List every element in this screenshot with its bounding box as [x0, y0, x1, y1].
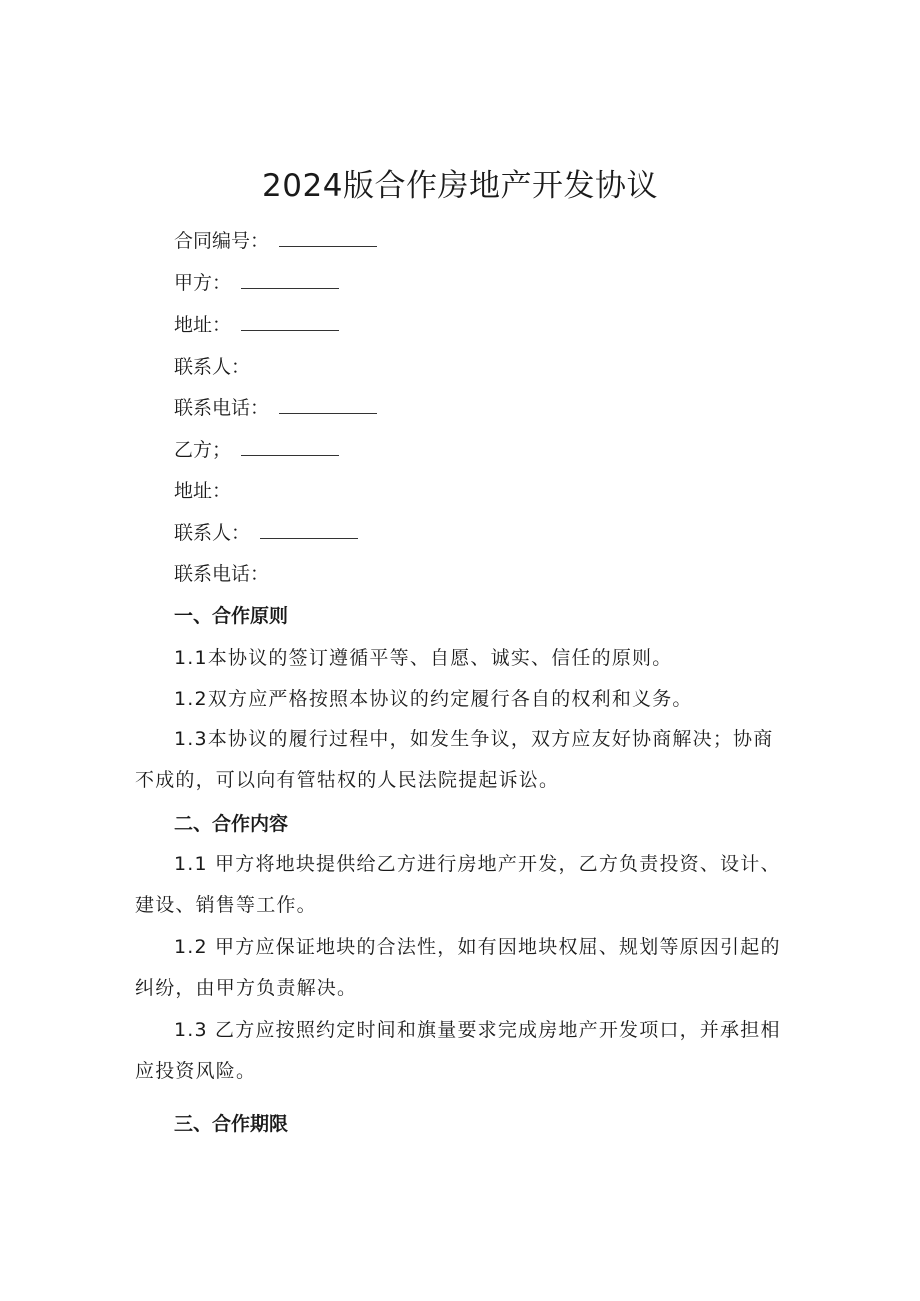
field-party-b-address: [174, 477, 231, 505]
clause-paragraph: 1.3本协议的履行过程中，如发生争议，双方应友好协商解决；协商不成的，可以向有管牯权的人民法院提起诉讼。: [135, 728, 774, 791]
field-contract-number: [174, 227, 377, 255]
blank-line[interactable]: [241, 438, 339, 456]
field-label: 联系电话：: [174, 397, 270, 419]
blank-line[interactable]: [260, 521, 358, 539]
section-heading: 一、合作原则: [174, 605, 289, 627]
blank-line[interactable]: [241, 313, 339, 331]
blank-line[interactable]: [279, 229, 377, 247]
field-label: 合同编号：: [174, 230, 270, 252]
field-label: 地址：: [174, 314, 232, 336]
field-party-a-contact: [174, 353, 250, 381]
clause-paragraph: 1.1 甲方将地块提供给乙方进行房地产开发，乙方负责投资、设计、建设、销售等工作。: [135, 853, 781, 916]
clause-paragraph: 1.1本协议的签订遵循平等、自愿、诚实、信任的原则。: [174, 647, 673, 669]
field-label: 乙方；: [174, 439, 232, 461]
clause-paragraph: 1.2 甲方应保证地块的合法性，如有因地块权屈、规划等原因引起的纠纷，由甲方负责解决。: [135, 936, 781, 999]
clause-paragraph: 1.3 乙方应按照约定时间和旗量要求完成房地产开发项口，并承担相应投资风险。: [135, 1019, 781, 1082]
section-heading: 二、合作内容: [174, 813, 289, 835]
field-party-b-contact: [174, 519, 358, 547]
field-party-a: [174, 269, 339, 297]
field-party-a-phone: [174, 394, 377, 422]
section-heading: 三、合作期限: [174, 1113, 289, 1135]
blank-line[interactable]: [241, 271, 339, 289]
field-party-b-phone: [174, 560, 269, 588]
field-party-a-address: [174, 311, 339, 339]
field-label: 联系人：: [174, 356, 251, 378]
field-label: 联系人：: [174, 522, 251, 544]
document-title: 2024版合作房地产开发协议: [262, 168, 658, 204]
blank-line[interactable]: [279, 396, 377, 414]
field-label: 联系电话：: [174, 563, 270, 585]
field-party-b: [174, 436, 339, 464]
field-label: 甲方：: [174, 272, 232, 294]
field-label: 地址：: [174, 480, 232, 502]
clause-paragraph: 1.2双方应严格按照本协议的约定履行各自的权利和义务。: [174, 688, 693, 710]
